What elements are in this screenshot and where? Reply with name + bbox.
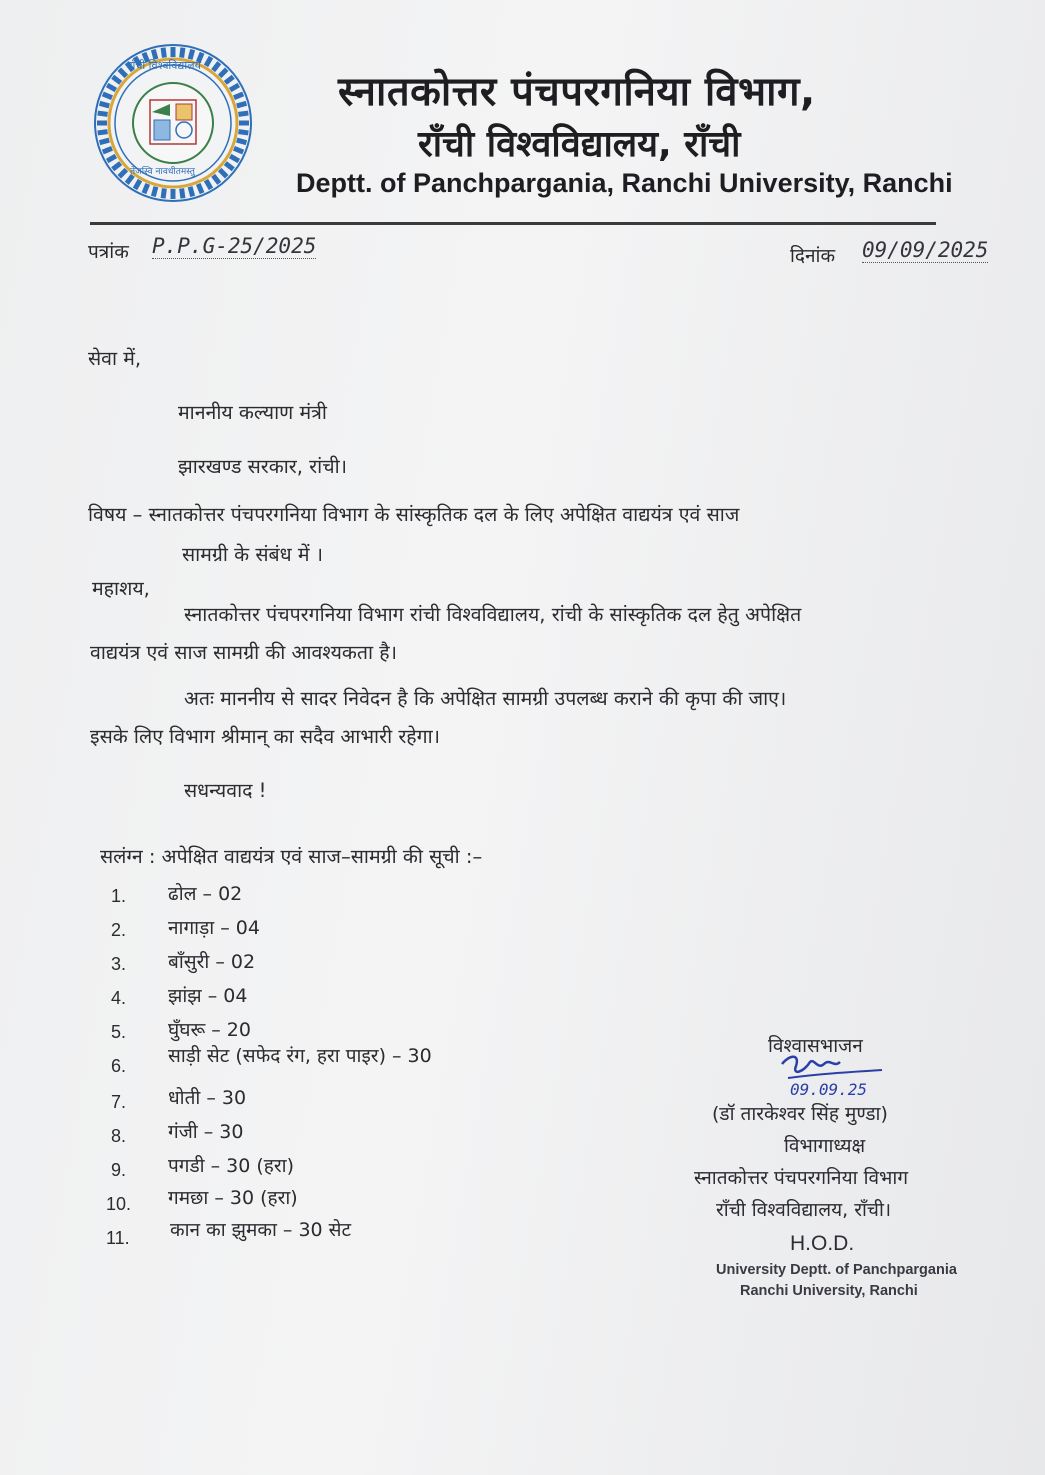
seal-ray: [230, 85, 239, 90]
seal-ray: [103, 148, 112, 152]
seal-ray: [182, 48, 183, 58]
seal-ray: [103, 94, 112, 98]
seal-ray: [144, 184, 148, 193]
subject-line2: सामग्री के संबंध में ।: [182, 543, 324, 566]
seal-ray: [119, 69, 126, 76]
seal-ray: [213, 175, 219, 183]
seal-ray: [98, 113, 108, 114]
seal-ray: [234, 94, 243, 98]
seal-ray: [238, 113, 248, 114]
seal-ray: [220, 69, 227, 76]
list-item-text: धोती – 30: [168, 1087, 247, 1109]
list-item-number: 5.: [111, 1022, 127, 1042]
seal-ray: [119, 170, 126, 177]
list-item-number: 1.: [111, 886, 127, 906]
list-item-number: 4.: [111, 988, 127, 1008]
signatory-department: स्नातकोत्तर पंचपरगनिया विभाग: [694, 1167, 909, 1189]
signatory-university: राँची विश्वविद्यालय, राँची।: [716, 1199, 892, 1221]
list-item-number: 8.: [111, 1126, 127, 1146]
reference-label: पत्रांक: [88, 241, 129, 263]
seal-ray: [135, 180, 140, 189]
seal-ray: [198, 184, 202, 193]
addressee-line1: माननीय कल्याण मंत्री: [178, 401, 327, 424]
paragraph1-line1: स्नातकोत्तर पंचपरगनिया विभाग रांची विश्वविद्यालय, रांची के सांस्कृतिक दल हेतु अपेक्षित: [184, 603, 802, 626]
seal-ray: [230, 156, 239, 161]
seal-ray: [237, 140, 247, 143]
seal-text-top: राँची विश्वविद्यालय: [128, 59, 202, 72]
stamp-line2: Ranchi University, Ranchi: [740, 1283, 918, 1299]
list-item-text: ढोल – 02: [168, 883, 243, 905]
list-item-text: घुँघरू – 20: [168, 1019, 251, 1041]
signatory-designation: विभागाध्यक्ष: [784, 1135, 866, 1157]
attachment-heading: सलंग्न : अपेक्षित वाद्ययंत्र एवं साज–सामग्री की सूची :–: [100, 845, 483, 868]
seal-ray: [98, 132, 108, 133]
list-item-number: 7.: [111, 1092, 127, 1112]
addressee-line2: झारखण्ड सरकार, रांची।: [178, 455, 348, 478]
list-item-text: गंजी – 30: [168, 1121, 244, 1143]
list-item-text: झांझ – 04: [168, 985, 248, 1007]
list-item-text: साड़ी सेट (सफेद रंग, हरा पाइर) – 30: [168, 1045, 432, 1067]
subject-line1: विषय – स्नातकोत्तर पंचपरगनिया विभाग के सांस्कृतिक दल के लिए अपेक्षित वाद्ययंत्र एवं साज: [88, 503, 740, 526]
letterhead-title-english: Deptt. of Panchpargania, Ranchi University, Ranchi: [296, 168, 953, 198]
seal-ray: [213, 63, 219, 71]
list-item-number: 9.: [111, 1160, 127, 1180]
signatory-name: (डॉ तारकेश्वर सिंह मुण्डा): [712, 1103, 888, 1125]
stamp-line1: University Deptt. of Panchpargania: [716, 1262, 957, 1278]
signature-date: 09.09.25: [790, 1080, 868, 1099]
paragraph2-line1: अतः माननीय से सादर निवेदन है कि अपेक्षित सामग्री उपलब्ध कराने की कृपा की जाए।: [184, 687, 787, 710]
date-label: दिनांक: [790, 245, 836, 267]
seal-ray: [206, 180, 211, 189]
list-item-number: 11.: [106, 1228, 130, 1248]
header-divider: [90, 222, 936, 225]
seal-ray: [100, 103, 110, 106]
date-value: 09/09/2025: [862, 238, 989, 262]
list-item-number: 2.: [111, 920, 127, 940]
seal-ray: [100, 140, 110, 143]
letterhead-title-hindi-line1: स्नातकोत्तर पंचपरगनिया विभाग,: [338, 69, 816, 115]
thanks-line: सधन्यवाद !: [184, 779, 267, 802]
seal-ray: [113, 163, 121, 169]
list-item-text: कान का झुमका – 30 सेट: [170, 1219, 352, 1241]
seal-ray: [163, 188, 164, 198]
greeting: महाशय,: [92, 577, 150, 600]
letterhead-title-hindi-line2: राँची विश्वविद्यालय, राँची: [418, 124, 741, 165]
list-item-text: गमछा – 30 (हरा): [168, 1187, 298, 1209]
seal-ray: [238, 132, 248, 133]
seal-text-bottom: तेजस्वि नावधीतमस्तु: [130, 167, 195, 177]
list-item-number: 6.: [111, 1056, 127, 1076]
seal-ray: [234, 148, 243, 152]
stamp-hod-title: H.O.D.: [790, 1232, 855, 1255]
list-item-text: बाँसुरी – 02: [168, 951, 256, 973]
seal-ray: [237, 103, 247, 106]
list-item-text: नागाड़ा – 04: [168, 917, 260, 939]
seal-ray: [220, 170, 227, 177]
seal-ray: [182, 188, 183, 198]
seal-ray: [107, 85, 116, 90]
seal-ray: [113, 77, 121, 83]
closing-text: विश्वासभाजन: [768, 1035, 863, 1057]
reference-number: P.P.G-25/2025: [152, 234, 317, 258]
seal-ray: [190, 187, 193, 197]
list-item-number: 10.: [106, 1194, 132, 1214]
seal-ray: [163, 48, 164, 58]
paragraph2-line2: इसके लिए विभाग श्रीमान् का सदैव आभारी रहेगा।: [90, 725, 441, 748]
seal-ray: [225, 77, 233, 83]
list-item-text: पगडी – 30 (हरा): [168, 1155, 294, 1177]
seal-ray: [206, 57, 211, 66]
seal-ray: [153, 187, 156, 197]
seal-ray: [225, 163, 233, 169]
list-item-number: 3.: [111, 954, 127, 974]
salutation-to: सेवा में,: [88, 347, 142, 370]
seal-ray: [107, 156, 116, 161]
paragraph1-line2: वाद्ययंत्र एवं साज सामग्री की आवश्यकता है।: [90, 641, 397, 664]
